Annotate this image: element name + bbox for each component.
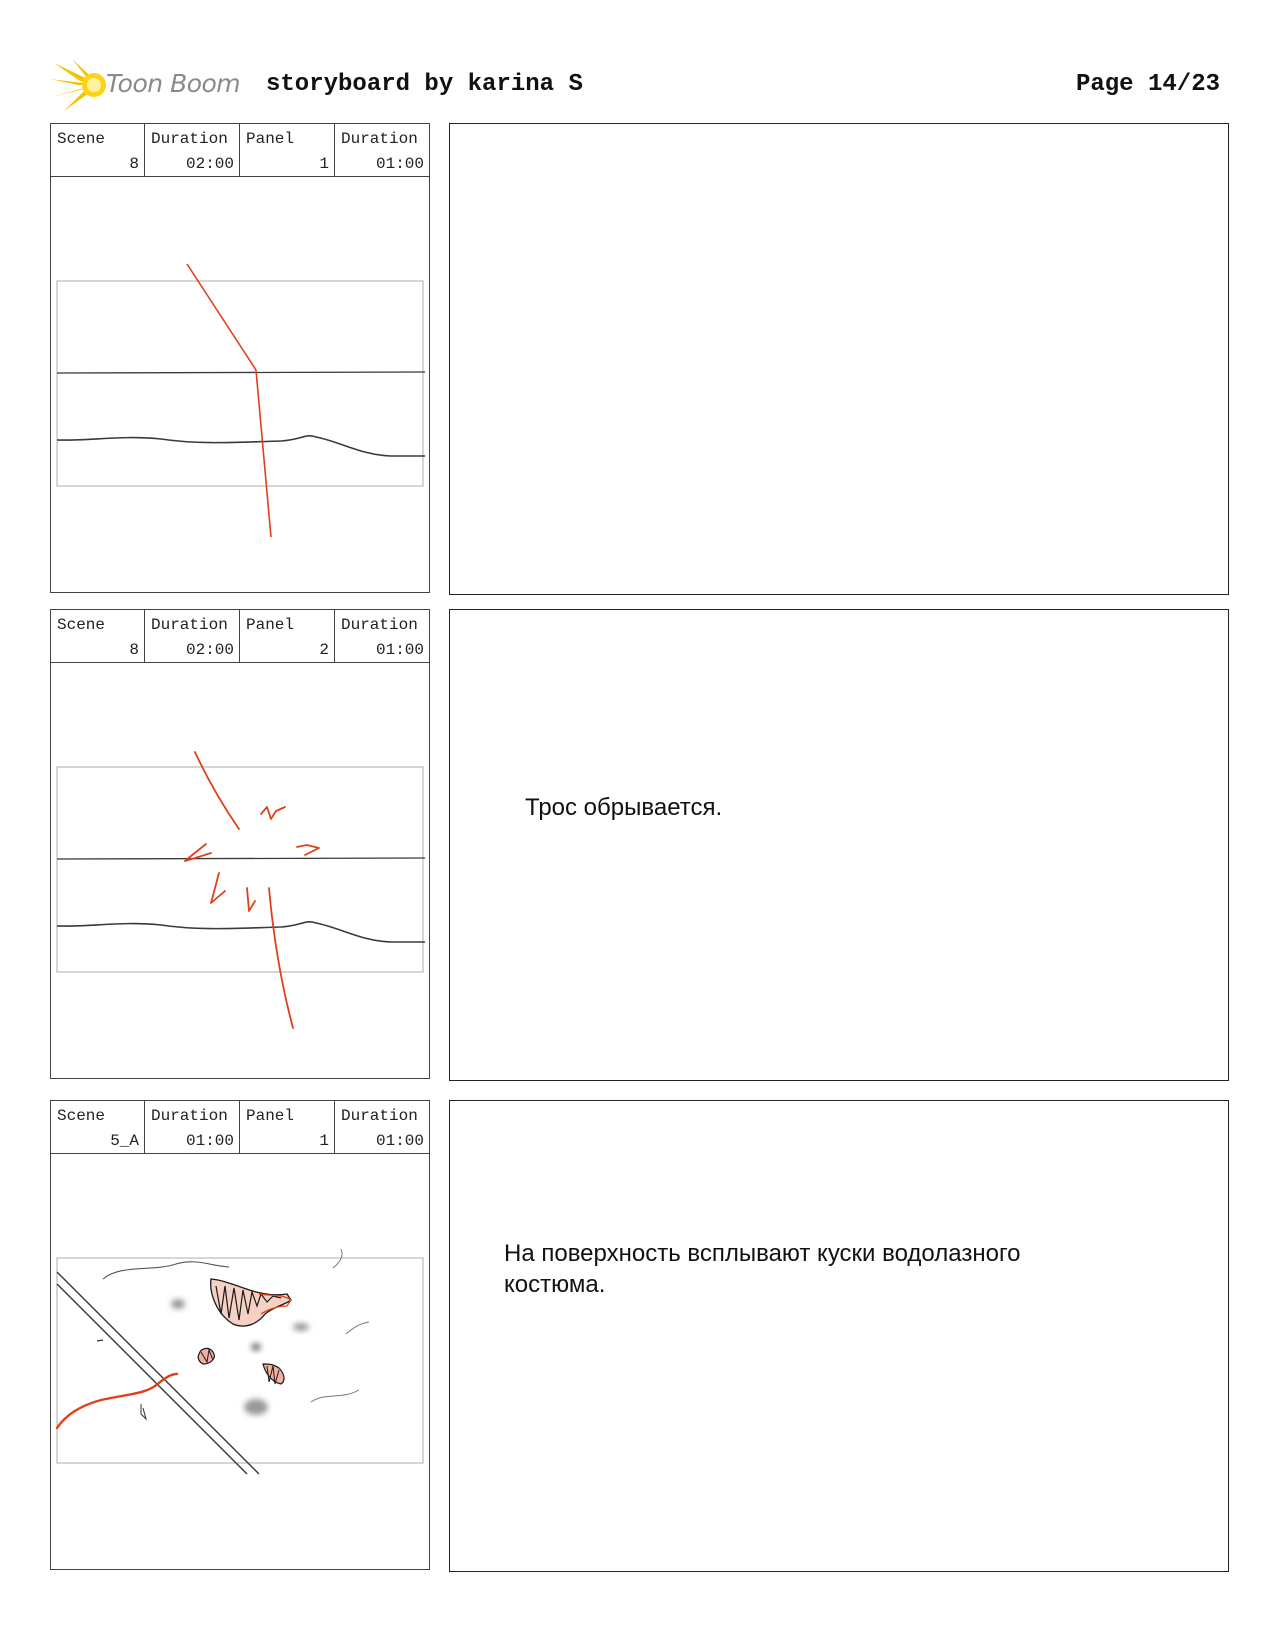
panel-cell <box>239 1101 334 1153</box>
scene-cell <box>51 1101 144 1153</box>
panel-value: 1 <box>319 1132 329 1150</box>
scene-value: 5_A <box>110 1132 139 1150</box>
panel-duration-value: 01:00 <box>375 1132 424 1150</box>
panel-duration-cell <box>334 1101 429 1153</box>
scene-cell <box>51 610 144 662</box>
water-ripple <box>103 1262 229 1279</box>
panel-duration-label: Duration <box>341 130 418 148</box>
scene-duration-cell <box>144 1101 239 1153</box>
scene-duration-value: 02:00 <box>185 641 234 659</box>
toon-boom-logo <box>50 55 250 115</box>
debris-shadow <box>244 1399 268 1415</box>
panel-notes-1 <box>449 123 1229 595</box>
panel-label: Panel <box>246 1107 295 1125</box>
panel-cell <box>239 610 334 662</box>
panel-label: Panel <box>246 130 295 148</box>
snap-mark <box>261 807 285 819</box>
scene-value: 8 <box>129 155 139 173</box>
scene-value: 8 <box>129 641 139 659</box>
panel-value: 2 <box>319 641 329 659</box>
snap-mark <box>297 845 319 855</box>
camera-frame <box>57 767 423 972</box>
panel-duration-value: 01:00 <box>375 641 424 659</box>
scene-duration-value: 02:00 <box>185 155 234 173</box>
scene-cell <box>51 124 144 176</box>
panel-cell <box>239 124 334 176</box>
water-surface-line <box>57 858 425 859</box>
debris-dot <box>97 1340 103 1341</box>
scene-duration-label: Duration <box>151 130 228 148</box>
panel-thumbnail-3 <box>50 1100 430 1570</box>
panel-label: Panel <box>246 616 295 634</box>
debris-shadow <box>251 1343 261 1351</box>
scene-duration-label: Duration <box>151 1107 228 1125</box>
snap-mark <box>247 888 255 911</box>
cable-floating <box>57 1374 177 1428</box>
water-ripple <box>346 1322 369 1334</box>
panel-notes-3 <box>449 1100 1229 1572</box>
panel-caption: На поверхность всплывают куски водолазного костюма. <box>504 1240 1021 1298</box>
water-ripple <box>311 1390 359 1402</box>
scene-duration-label: Duration <box>151 616 228 634</box>
panel-info-row <box>51 610 429 663</box>
cable-broken-upper <box>195 752 239 829</box>
debris-shadow <box>171 1299 185 1309</box>
scene-label: Scene <box>57 1107 106 1125</box>
panel-caption: Трос обрывается. <box>525 794 723 821</box>
snap-mark <box>211 873 225 903</box>
panel-duration-value: 01:00 <box>375 155 424 173</box>
page-number: Page 14/23 <box>1075 71 1220 98</box>
storyboard-title: storyboard by karina S <box>266 71 583 98</box>
wave-line <box>57 922 425 942</box>
camera-frame <box>57 281 423 486</box>
panel-value: 1 <box>319 155 329 173</box>
panel-duration-label: Duration <box>341 1107 418 1125</box>
panel-duration-cell <box>334 124 429 176</box>
panel-info-row <box>51 124 429 177</box>
diagonal-edge-line <box>57 1284 247 1474</box>
debris-shard <box>141 1404 146 1419</box>
page-header <box>50 55 1220 115</box>
panel-thumbnail-1 <box>50 123 430 593</box>
debris-shadow <box>293 1323 309 1331</box>
sketch-3 <box>51 1154 429 1569</box>
sketch-1 <box>51 177 429 592</box>
cable-lower <box>256 370 271 537</box>
wave-line <box>57 436 425 456</box>
cable-snap-marks <box>185 752 319 1028</box>
sketch-2 <box>51 663 429 1078</box>
panel-duration-label: Duration <box>341 616 418 634</box>
scene-duration-cell <box>144 610 239 662</box>
scene-duration-cell <box>144 124 239 176</box>
water-surface-line <box>57 372 425 373</box>
sunburst-icon <box>50 57 110 113</box>
cable-broken-lower <box>269 888 293 1028</box>
scene-duration-value: 01:00 <box>185 1132 234 1150</box>
cable-upper <box>187 264 256 370</box>
logo-text: Toon Boom <box>106 69 241 98</box>
scene-label: Scene <box>57 616 106 634</box>
panel-notes-2 <box>449 609 1229 1081</box>
panel-thumbnail-2 <box>50 609 430 1079</box>
panel-duration-cell <box>334 610 429 662</box>
panel-info-row <box>51 1101 429 1154</box>
scene-label: Scene <box>57 130 106 148</box>
